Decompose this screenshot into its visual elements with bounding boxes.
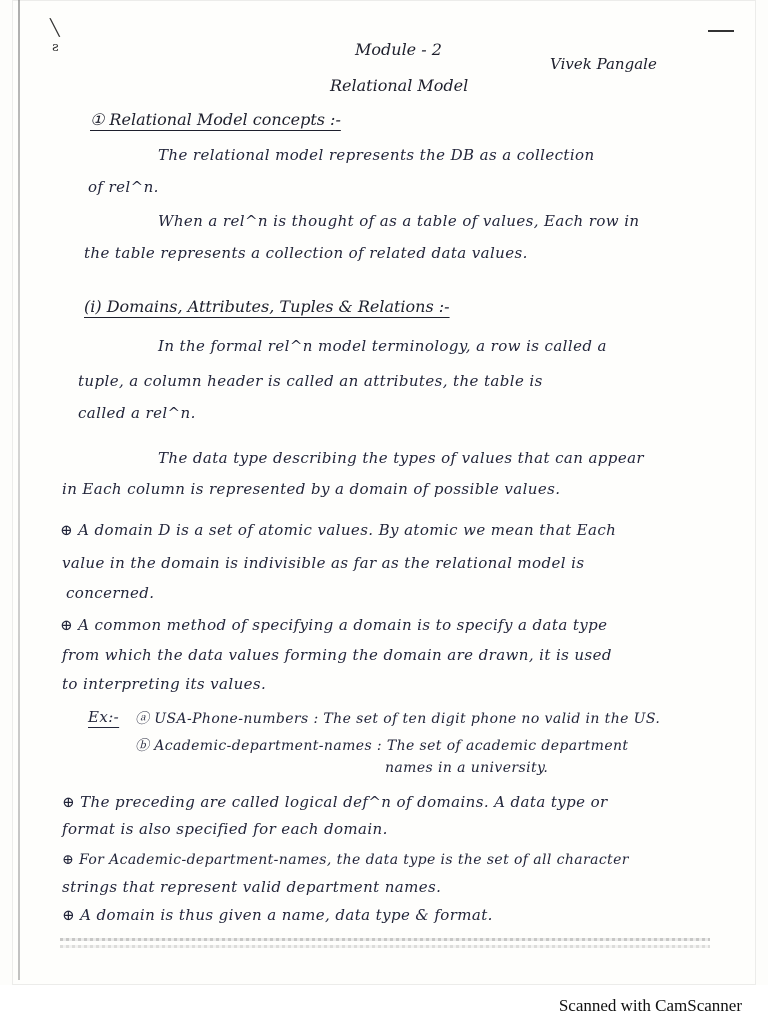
bullet-line: to interpreting its values.: [62, 675, 267, 693]
scanner-watermark: Scanned with CamScanner: [558, 996, 742, 1015]
module-label: Module - 2: [355, 40, 442, 59]
paragraph-line: called a rel^n.: [78, 404, 196, 422]
bullet-line: from which the data values forming the domain are drawn, it is used: [62, 646, 612, 664]
corner-tick: [708, 30, 734, 32]
author-name: Vivek Pangale: [550, 55, 657, 73]
bullet-line: strings that represent valid department names.: [62, 878, 442, 896]
example-item: ⓐ USA-Phone-numbers : The set of ten digit phone no valid in the US.: [135, 711, 661, 727]
paragraph-line: The data type describing the types of values that can appear: [158, 449, 645, 467]
bullet-line: ⊕ A common method of specifying a domain is to specify a data type: [60, 616, 608, 634]
paragraph-line: tuple, a column header is called an attributes, the table is: [78, 372, 543, 390]
paragraph-line: in Each column is represented by a domain of possible values.: [62, 480, 561, 498]
example-item: names in a university.: [385, 760, 549, 776]
corner-mark: ╲: [50, 18, 60, 37]
bullet-line: ⊕ A domain is thus given a name, data type & format.: [62, 906, 493, 924]
bullet-line: ⊕ For Academic-department-names, the data type is the set of all character: [62, 852, 629, 868]
example-label: Ex:-: [88, 708, 120, 726]
paragraph-line: The relational model represents the DB as a collection: [158, 146, 595, 164]
corner-dot: ƨ: [52, 40, 59, 55]
bullet-line: ⊕ A domain D is a set of atomic values. By atomic we mean that Each: [60, 521, 617, 539]
section-heading: (i) Domains, Attributes, Tuples & Relations :-: [84, 297, 450, 316]
paragraph-line: the table represents a collection of related data values.: [84, 244, 528, 262]
paragraph-line: In the formal rel^n model terminology, a row is called a: [158, 337, 607, 355]
bullet-line: concerned.: [66, 584, 155, 602]
section-heading: ① Relational Model concepts :-: [90, 110, 341, 129]
bullet-line: value in the domain is indivisible as far as the relational model is: [62, 554, 585, 572]
bleed-through-line: [60, 938, 710, 941]
paragraph-line: of rel^n.: [88, 178, 159, 196]
bullet-line: ⊕ The preceding are called logical def^n of domains. A data type or: [62, 793, 608, 811]
example-item: ⓑ Academic-department-names : The set of academic department: [135, 738, 629, 754]
bleed-through-line: [60, 945, 710, 948]
page-edge: [18, 0, 20, 980]
bullet-line: format is also specified for each domain.: [62, 820, 388, 838]
paragraph-line: When a rel^n is thought of as a table of values, Each row in: [158, 212, 640, 230]
page-title: Relational Model: [330, 76, 469, 95]
